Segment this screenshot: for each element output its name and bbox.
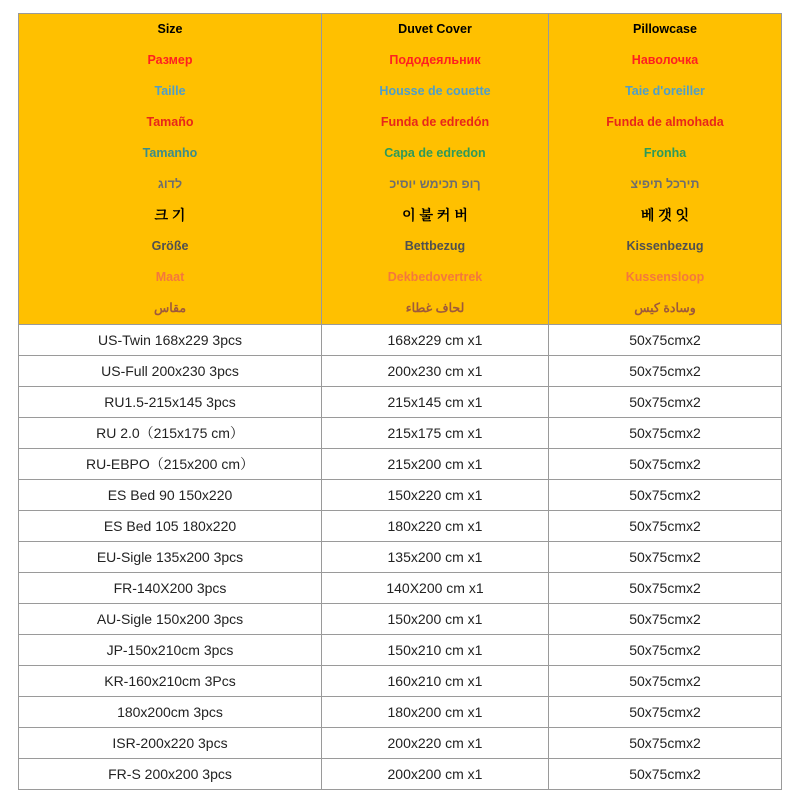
- pillowcase-cell: 50x75cmx2: [549, 697, 782, 728]
- header-label: ךופ תכימש יוסיכ: [389, 177, 481, 191]
- size-cell: ISR-200x220 3pcs: [19, 728, 322, 759]
- header-duvet-cover-column: [322, 14, 549, 325]
- pillowcase-cell: 50x75cmx2: [549, 511, 782, 542]
- header-label: Tamaño: [146, 115, 194, 129]
- header-label: Capa de edredon: [384, 146, 486, 160]
- table-row: [19, 511, 782, 542]
- table-row: [19, 325, 782, 356]
- size-chart-body: [19, 14, 782, 790]
- size-cell: KR-160x210cm 3Pcs: [19, 666, 322, 697]
- table-row: [19, 449, 782, 480]
- pillowcase-cell: 50x75cmx2: [549, 666, 782, 697]
- table-row: [19, 604, 782, 635]
- table-row: [19, 418, 782, 449]
- header-row: [19, 14, 782, 325]
- pillowcase-cell: 50x75cmx2: [549, 635, 782, 666]
- size-cell: US-Full 200x230 3pcs: [19, 356, 322, 387]
- table-row: [19, 542, 782, 573]
- table-row: [19, 697, 782, 728]
- header-label: Maat: [155, 270, 185, 284]
- header-label: Size: [157, 22, 183, 36]
- header-label: Pillowcase: [633, 22, 697, 36]
- size-cell: JP-150x210cm 3pcs: [19, 635, 322, 666]
- duvet-cover-cell: 215x145 cm x1: [322, 387, 549, 418]
- header-label: Größe: [151, 239, 189, 253]
- duvet-cover-cell: 140X200 cm x1: [322, 573, 549, 604]
- duvet-cover-cell: 180x220 cm x1: [322, 511, 549, 542]
- duvet-cover-cell: 180x200 cm x1: [322, 697, 549, 728]
- duvet-cover-cell: 215x200 cm x1: [322, 449, 549, 480]
- header-label: Tamanho: [142, 146, 198, 160]
- pillowcase-cell: 50x75cmx2: [549, 325, 782, 356]
- pillowcase-cell: 50x75cmx2: [549, 604, 782, 635]
- pillowcase-cell: 50x75cmx2: [549, 480, 782, 511]
- pillowcase-cell: 50x75cmx2: [549, 387, 782, 418]
- pillowcase-cell: 50x75cmx2: [549, 418, 782, 449]
- header-label: مقاس: [153, 301, 187, 315]
- duvet-cover-cell: 160x210 cm x1: [322, 666, 549, 697]
- header-label: 크 기: [154, 207, 186, 223]
- duvet-cover-cell: 135x200 cm x1: [322, 542, 549, 573]
- pillowcase-cell: 50x75cmx2: [549, 759, 782, 790]
- size-cell: ES Bed 90 150x220: [19, 480, 322, 511]
- table-row: [19, 387, 782, 418]
- size-cell: ES Bed 105 180x220: [19, 511, 322, 542]
- duvet-cover-cell: 168x229 cm x1: [322, 325, 549, 356]
- table-row: [19, 356, 782, 387]
- table-row: [19, 635, 782, 666]
- pillowcase-cell: 50x75cmx2: [549, 573, 782, 604]
- duvet-cover-cell: 200x230 cm x1: [322, 356, 549, 387]
- header-label: Kissenbezug: [626, 239, 704, 253]
- header-pillowcase-column: [549, 14, 782, 325]
- header-label: Taie d'oreiller: [625, 84, 705, 98]
- size-cell: RU-EBPO（215x200 cm）: [19, 449, 322, 480]
- header-label: תירכל תיפיצ: [630, 177, 700, 191]
- header-label: לדוג: [157, 177, 183, 191]
- table-row: [19, 759, 782, 790]
- duvet-cover-cell: 150x210 cm x1: [322, 635, 549, 666]
- duvet-cover-cell: 150x200 cm x1: [322, 604, 549, 635]
- duvet-cover-cell: 150x220 cm x1: [322, 480, 549, 511]
- duvet-cover-cell: 200x220 cm x1: [322, 728, 549, 759]
- duvet-cover-cell: 215x175 cm x1: [322, 418, 549, 449]
- header-label: Funda de edredón: [380, 115, 490, 129]
- header-label: Fronha: [643, 146, 687, 160]
- size-cell: AU-Sigle 150x200 3pcs: [19, 604, 322, 635]
- header-label: وسادة كيس: [634, 301, 696, 315]
- header-label: Размер: [147, 53, 193, 67]
- table-row: [19, 728, 782, 759]
- header-label: Bettbezug: [404, 239, 466, 253]
- header-label: 베 갯 잇: [640, 207, 690, 223]
- table-row: [19, 666, 782, 697]
- size-cell: FR-140X200 3pcs: [19, 573, 322, 604]
- header-label: لحاف غطاء: [405, 301, 465, 315]
- table-row: [19, 480, 782, 511]
- header-label: Funda de almohada: [606, 115, 724, 129]
- size-cell: FR-S 200x200 3pcs: [19, 759, 322, 790]
- header-label: Duvet Cover: [398, 22, 472, 36]
- pillowcase-cell: 50x75cmx2: [549, 542, 782, 573]
- table-row: [19, 573, 782, 604]
- header-label: Пододеяльник: [389, 53, 481, 67]
- header-size-column: [19, 14, 322, 325]
- size-cell: RU 2.0（215x175 cm）: [19, 418, 322, 449]
- pillowcase-cell: 50x75cmx2: [549, 728, 782, 759]
- size-cell: 180x200cm 3pcs: [19, 697, 322, 728]
- size-cell: US-Twin 168x229 3pcs: [19, 325, 322, 356]
- pillowcase-cell: 50x75cmx2: [549, 356, 782, 387]
- header-label: 이 불 커 버: [402, 207, 468, 223]
- size-chart-table: [18, 13, 782, 790]
- size-cell: EU-Sigle 135x200 3pcs: [19, 542, 322, 573]
- header-label: Наволочка: [631, 53, 699, 67]
- header-label: Kussensloop: [625, 270, 705, 284]
- pillowcase-cell: 50x75cmx2: [549, 449, 782, 480]
- header-label: Taille: [154, 84, 186, 98]
- size-cell: RU1.5-215x145 3pcs: [19, 387, 322, 418]
- header-label: Dekbedovertrek: [387, 270, 483, 284]
- duvet-cover-cell: 200x200 cm x1: [322, 759, 549, 790]
- header-label: Housse de couette: [379, 84, 491, 98]
